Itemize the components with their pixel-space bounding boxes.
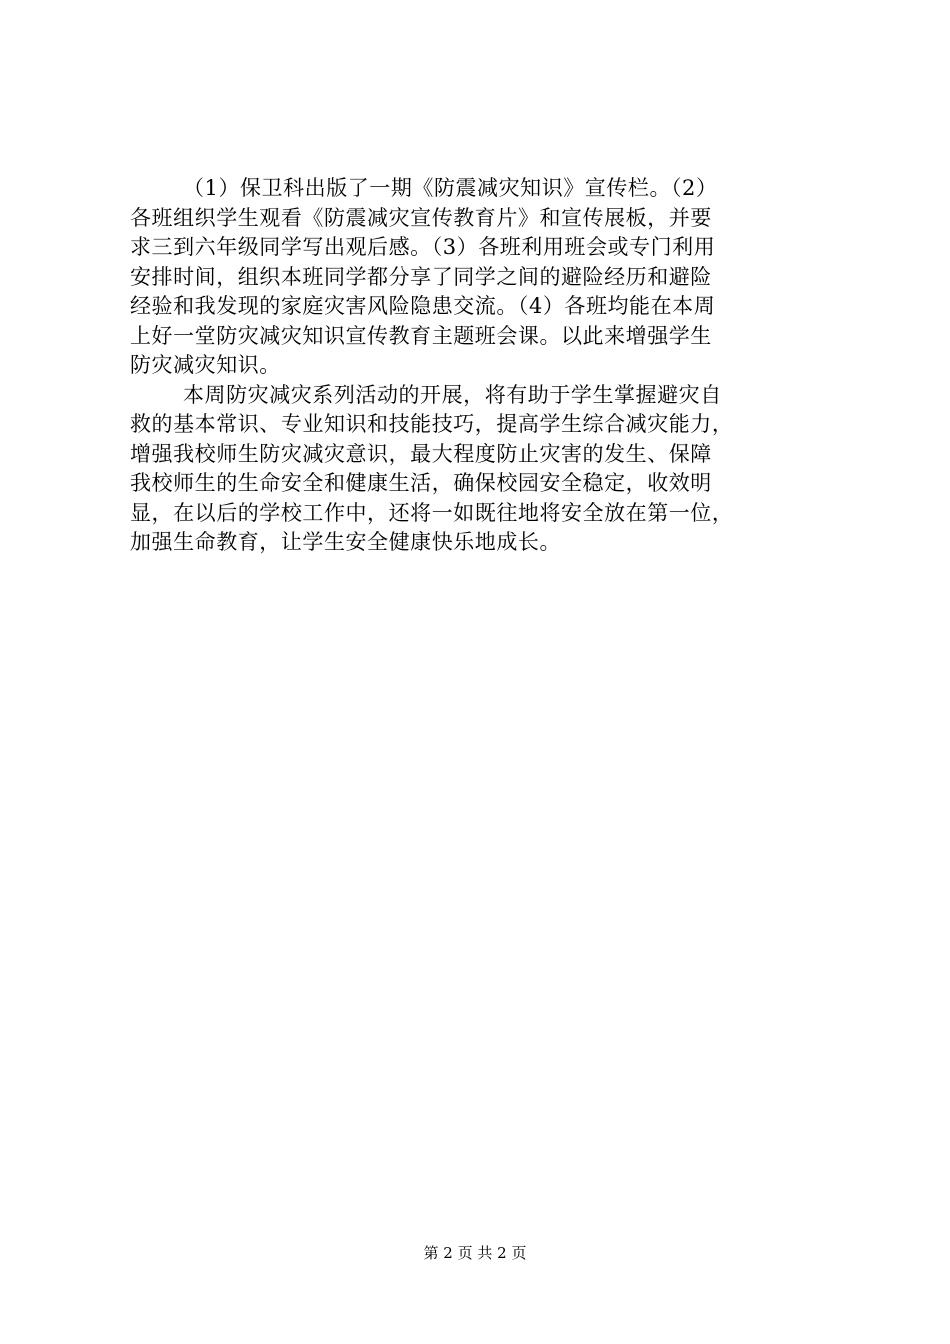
paragraph-1-line-2: 各班组织学生观看《防震减灾宣传教育片》和宣传展板，并要	[130, 206, 712, 230]
paragraph-2-line-3: 增强我校师生防灾减灾意识，最大程度防止灾害的发生、保障	[130, 442, 712, 466]
paragraph-2-line-5: 显，在以后的学校工作中，还将一如既往地将安全放在第一位，	[130, 501, 734, 525]
paragraph-1-line-7: 防灾减灾知识。	[130, 353, 281, 377]
paragraph-1-line-4: 安排时间，组织本班同学都分享了同学之间的避险经历和避险	[130, 265, 712, 289]
paragraph-1-line-1: （1）保卫科出版了一期《防震减灾知识》宣传栏。（2）	[183, 176, 718, 200]
paragraph-1-line-5: 经验和我发现的家庭灾害风险隐患交流。（4）各班均能在本周	[130, 294, 716, 318]
paragraph-2-line-6: 加强生命教育，让学生安全健康快乐地成长。	[130, 530, 561, 554]
paragraph-1-line-6: 上好一堂防灾减灾知识宣传教育主题班会课。以此来增强学生	[130, 324, 712, 348]
paragraph-2-line-2: 救的基本常识、专业知识和技能技巧，提高学生综合减灾能力，	[130, 412, 734, 436]
paragraph-2-line-1: 本周防灾减灾系列活动的开展，将有助于学生掌握避灾自	[183, 383, 722, 407]
page-number-footer: 第 2 页 共 2 页	[423, 1244, 527, 1262]
paragraph-2-line-4: 我校师生的生命安全和健康生活，确保校园安全稳定，收效明	[130, 471, 712, 495]
paragraph-1-line-3: 求三到六年级同学写出观后感。（3）各班利用班会或专门利用	[130, 235, 716, 259]
